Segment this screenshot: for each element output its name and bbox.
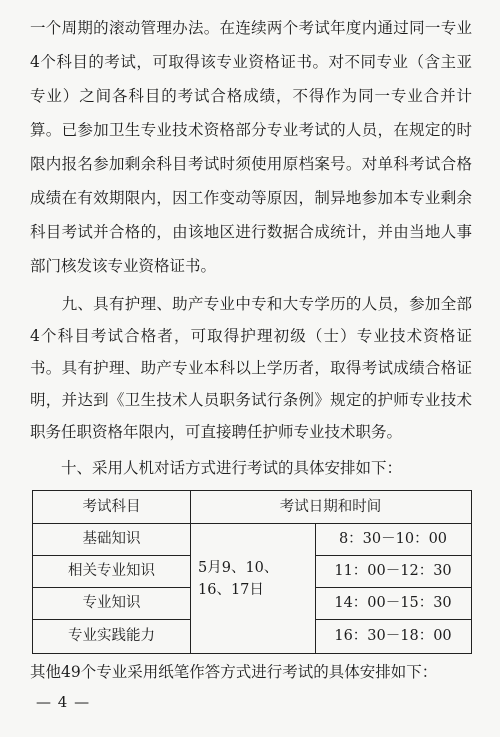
header-exam-date-time: 考试日期和时间 — [279, 499, 382, 515]
text-line: 4个科目的考试，可取得该专业资格证书。对不同专业（含主亚 — [30, 53, 472, 71]
exam-date-cell — [190, 523, 316, 653]
text-line: 4个科目考试合格者，可取得护理初级（士）专业技术资格证 — [30, 327, 472, 345]
text-line: 明，并达到《卫生技术人员职务试行条例》规定的护师专业技术 — [30, 391, 472, 409]
time-cell: 8：30－10：00 — [315, 523, 471, 556]
time-cell: 11：00－12：30 — [315, 555, 471, 588]
subject-column — [33, 523, 191, 653]
time-column — [315, 523, 471, 653]
page-number: — 4 — — [36, 693, 91, 711]
subject-cell: 相关专业知识 — [33, 555, 190, 588]
exam-schedule-table — [32, 490, 472, 654]
header-exam-subject: 考试科目 — [33, 491, 191, 523]
text-line: 九、具有护理、助产专业中专和大专学历的人员，参加全部 — [30, 295, 472, 313]
text-line: 一个周期的滚动管理办法。在连续两个考试年度内通过同一专业 — [30, 19, 472, 37]
text-line: 算。已参加卫生专业技术资格部分专业考试的人员，在规定的时 — [30, 121, 472, 139]
subject-cell: 基础知识 — [33, 523, 190, 556]
text-line: 专业）之间各科目的考试合格成绩，不得作为同一专业合并计 — [30, 87, 472, 105]
text-line: 科目考试并合格的，由该地区进行数据合成统计，并由当地人事 — [30, 223, 472, 241]
subject-cell: 专业知识 — [33, 587, 190, 620]
time-cell: 16：30－18：00 — [334, 628, 452, 644]
subject-cell: 专业实践能力 — [68, 628, 155, 644]
text-line: 部门核发该专业资格证书。 — [30, 257, 217, 275]
text-line: 十、采用人机对话方式进行考试的具体安排如下： — [30, 459, 403, 477]
text-line: 限内报名参加剩余科目考试时须使用原档案号。对单科考试合格 — [30, 155, 472, 173]
exam-dates: 5月9、10、16、17日 — [198, 560, 279, 598]
text-line: 职务任职资格年限内，可直接聘任护师专业技术职务。 — [30, 423, 403, 441]
table-header-row — [33, 491, 471, 524]
text-line: 成绩在有效期限内，因工作变动等原因，制异地参加本专业剩余 — [30, 189, 472, 207]
text-line: 其他49个专业采用纸笔作答方式进行考试的具体安排如下： — [30, 663, 438, 681]
time-cell: 14：00－15：30 — [315, 587, 471, 620]
text-line: 书。具有护理、助产专业本科以上学历者，取得考试成绩合格证 — [30, 359, 472, 377]
